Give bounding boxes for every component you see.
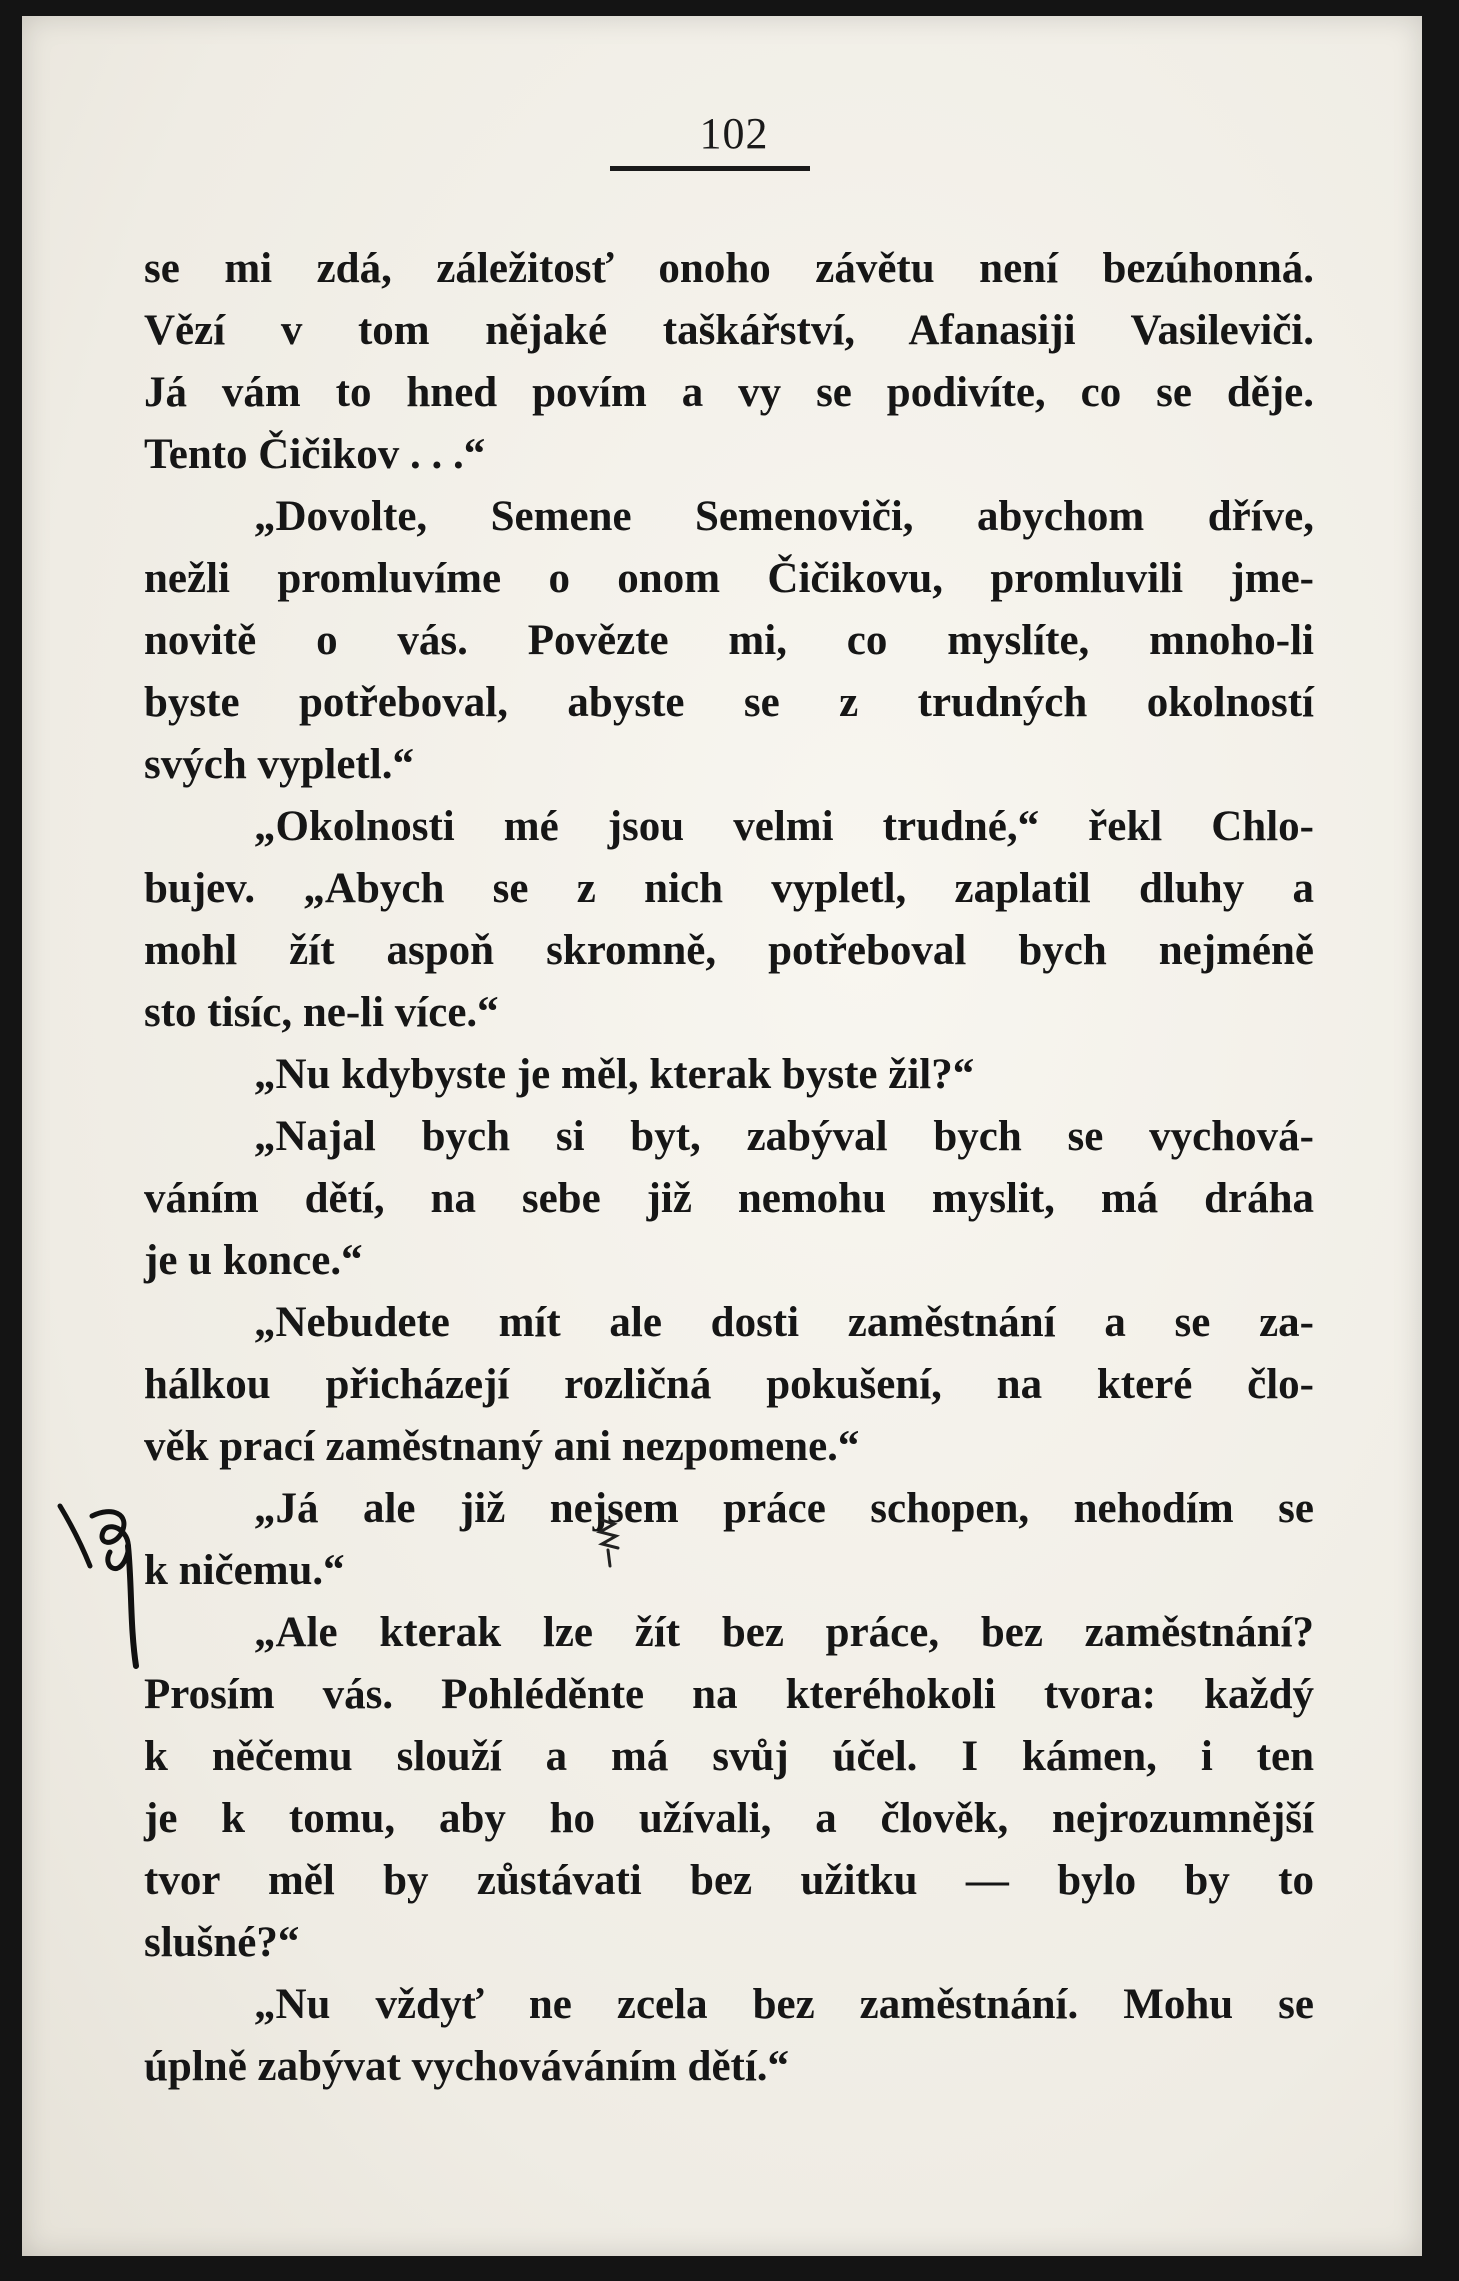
text-line: se mi zdá, záležitosť onoho závětu není bezúhonná.: [144, 245, 1314, 292]
text-line: tvor měl by zůstávati bez užitku — bylo by to: [144, 1857, 1314, 1904]
text-line: „Ale kterak lze žít bez práce, bez zaměstnání?: [254, 1609, 1314, 1656]
text-line: sto tisíc, ne-li více.“: [144, 989, 499, 1036]
text-line: nežli promluvíme o onom Čičikovu, promluvili jme-: [144, 555, 1314, 602]
handwritten-margin-mark: [52, 1486, 162, 1676]
text-line: novitě o vás. Povězte mi, co myslíte, mnoho-li: [144, 617, 1314, 664]
text-line: „Dovolte, Semene Semenoviči, abychom dříve,: [254, 493, 1314, 540]
text-line: Vězí v tom nějaké taškářství, Afanasiji Vasileviči.: [144, 307, 1314, 354]
text-line: „Najal bych si byt, zabýval bych se vychová-: [254, 1113, 1314, 1160]
text-line: „Nu vždyť ne zcela bez zaměstnání. Mohu se: [254, 1981, 1314, 2028]
text-line: „Okolnosti mé jsou velmi trudné,“ řekl Chlo-: [254, 803, 1314, 850]
text-line: je u konce.“: [144, 1237, 363, 1284]
text-line: hálkou přicházejí rozličná pokušení, na které člo-: [144, 1361, 1314, 1408]
page-number-rule: [610, 166, 810, 171]
text-line: svých vypletl.“: [144, 741, 414, 788]
text-line: bujev. „Abych se z nich vypletl, zaplatil dluhy a: [144, 865, 1314, 912]
text-line: „Nebudete mít ale dosti zaměstnání a se za-: [254, 1299, 1314, 1346]
text-line: Tento Čičikov . . .“: [144, 431, 486, 478]
text-line: úplně zabývat vychováváním dětí.“: [144, 2043, 790, 2090]
text-line: mohl žít aspoň skromně, potřeboval bych nejméně: [144, 927, 1314, 974]
text-line: váním dětí, na sebe již nemohu myslit, má dráha: [144, 1175, 1314, 1222]
ink-squiggle-mark: [592, 1514, 632, 1574]
text-line: byste potřeboval, abyste se z trudných okolností: [144, 679, 1314, 726]
book-page: [22, 16, 1422, 2256]
text-line: slušné?“: [144, 1919, 300, 1966]
body-text: [144, 238, 1314, 2098]
text-line: věk prací zaměstnaný ani nezpomene.“: [144, 1423, 860, 1470]
text-line: k ničemu.“: [144, 1547, 345, 1594]
text-line: Já vám to hned povím a vy se podivíte, co se děje.: [144, 369, 1314, 416]
text-line: Prosím vás. Pohléděnte na kteréhokoli tvora: každý: [144, 1671, 1314, 1718]
page-number: 102: [699, 109, 769, 158]
text-line: „Já ale již nejsem práce schopen, nehodím se: [254, 1485, 1314, 1532]
text-line: „Nu kdybyste je měl, kterak byste žil?“: [254, 1051, 975, 1098]
text-line: k něčemu slouží a má svůj účel. I kámen, i ten: [144, 1733, 1314, 1780]
text-line: je k tomu, aby ho užívali, a člověk, nejrozumnější: [144, 1795, 1314, 1842]
